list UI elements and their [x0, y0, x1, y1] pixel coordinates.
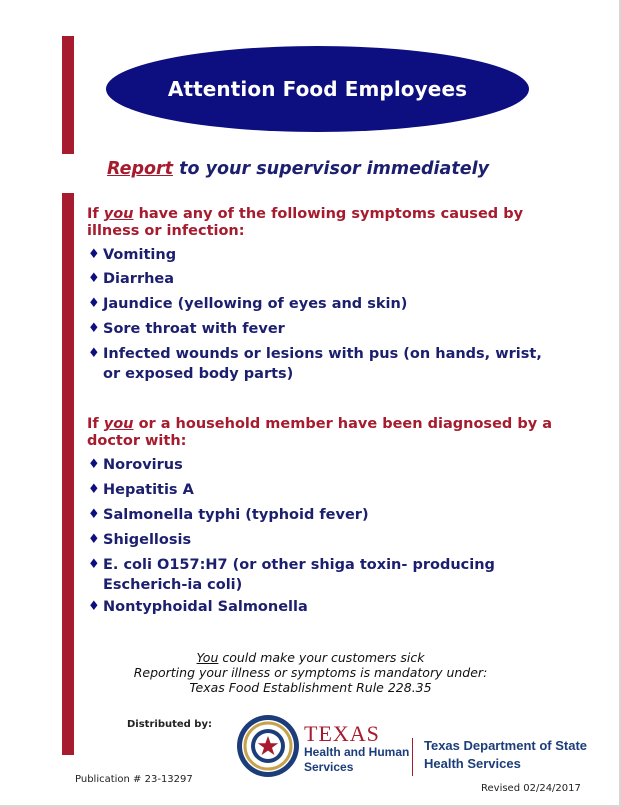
diamond-bullet-icon: ♦ [88, 271, 100, 286]
symptom-text: Jaundice (yellowing of eyes and skin) [103, 296, 408, 312]
publication-number: Publication # 23-13297 [75, 774, 193, 785]
symptom-text: Infected wounds or lesions with pus (on hands, wrist, or exposed body parts) [103, 346, 542, 382]
title-banner [106, 46, 529, 132]
diamond-bullet-icon: ♦ [88, 482, 100, 497]
diamond-bullet-icon: ♦ [88, 346, 100, 361]
symptoms-heading-suffix: have any of the following symptoms caused by illness or infection: [87, 206, 524, 239]
diagnosis-item [88, 480, 563, 500]
diagnosis-item [88, 597, 563, 617]
footer-you-word: You [196, 650, 219, 665]
symptom-text: Sore throat with fever [103, 321, 285, 337]
hhs-texas-word: TEXAS [304, 721, 380, 746]
symptoms-heading-prefix: If [87, 206, 104, 222]
header-accent-bar [62, 36, 74, 154]
report-rest: to your supervisor immediately [173, 159, 489, 179]
symptom-item [88, 269, 563, 289]
diagnosis-item [88, 505, 563, 525]
texas-seal-icon [235, 713, 301, 779]
symptom-item [88, 294, 563, 314]
symptom-text: Diarrhea [103, 271, 175, 287]
diagnosis-text: Norovirus [103, 457, 183, 473]
footer-line-2: Reporting your illness or symptoms is mandatory under: [133, 665, 488, 680]
diagnosis-text: E. coli O157:H7 (or other shiga toxin- producing Escherich-ia coli) [103, 557, 495, 593]
hhs-logo [304, 723, 409, 775]
diagnosis-text: Hepatitis A [103, 482, 194, 498]
diagnosis-text: Shigellosis [103, 532, 192, 548]
footer-line-1-rest: could make your customers sick [218, 650, 425, 665]
page-title: Attention Food Employees [167, 77, 468, 101]
dshs-logo [424, 737, 587, 773]
dshs-line-1: Texas Department of State [424, 738, 588, 753]
symptom-item [88, 319, 563, 339]
footer-line-1 [0, 650, 621, 665]
logo-divider [412, 738, 413, 776]
diamond-bullet-icon: ♦ [88, 296, 100, 311]
diamond-bullet-icon: ♦ [88, 532, 100, 547]
diagnosed-heading [87, 416, 577, 450]
diagnosis-item [88, 530, 563, 550]
diamond-bullet-icon: ♦ [88, 507, 100, 522]
diamond-bullet-icon: ♦ [88, 599, 100, 614]
diagnosed-heading-suffix: or a household member have been diagnosed by a doctor with: [87, 416, 552, 449]
symptoms-heading [87, 206, 577, 240]
diagnosis-item [88, 555, 563, 595]
footer-line-3: Texas Food Establishment Rule 228.35 [189, 680, 432, 695]
report-word: Report [107, 159, 174, 179]
diagnosis-text: Nontyphoidal Salmonella [103, 599, 308, 615]
diamond-bullet-icon: ♦ [88, 247, 100, 262]
diamond-bullet-icon: ♦ [88, 321, 100, 336]
diamond-bullet-icon: ♦ [88, 557, 100, 572]
dshs-line-2: Health Services [424, 756, 521, 771]
diagnosed-heading-prefix: If [87, 416, 104, 432]
symptom-text: Vomiting [103, 247, 177, 263]
report-instruction [107, 159, 489, 179]
symptoms-heading-you: you [103, 206, 134, 222]
diagnosis-item [88, 455, 563, 475]
symptom-item [88, 245, 563, 265]
diagnosis-text: Salmonella typhi (typhoid fever) [103, 507, 369, 523]
diamond-bullet-icon: ♦ [88, 457, 100, 472]
distributed-by-label: Distributed by: [127, 719, 212, 730]
hhs-line-2: Services [304, 760, 354, 774]
symptom-item [88, 344, 563, 384]
diagnosed-heading-you: you [103, 416, 134, 432]
revised-date: Revised 02/24/2017 [481, 783, 581, 794]
hhs-line-1: Health and Human [304, 745, 410, 759]
